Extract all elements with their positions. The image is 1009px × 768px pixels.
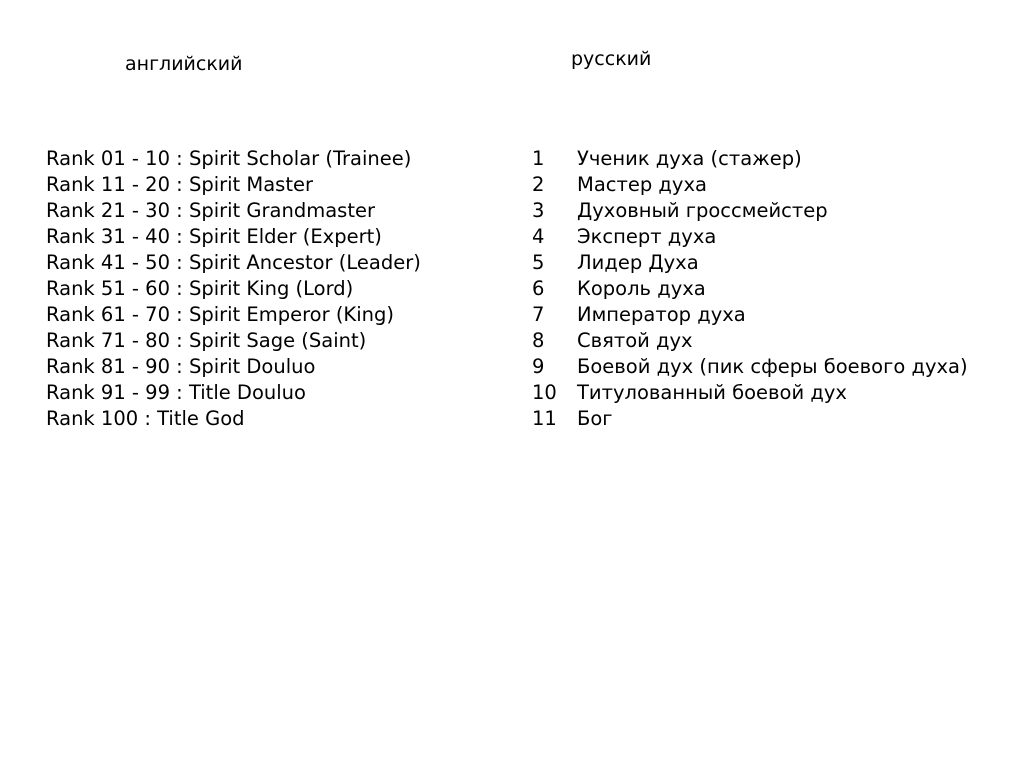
english-rank-item: Rank 81 - 90 : Spirit Douluo xyxy=(46,355,316,378)
rank-title: Боевой дух (пик сферы боевого духа) xyxy=(577,355,968,378)
russian-rank-item xyxy=(532,146,968,172)
rank-number: 1 xyxy=(532,147,545,170)
english-rank-item: Rank 11 - 20 : Spirit Master xyxy=(46,173,313,196)
russian-rank-item xyxy=(532,328,968,354)
rank-number: 3 xyxy=(532,199,545,222)
russian-rank-item xyxy=(532,302,968,328)
russian-rank-item xyxy=(532,172,968,198)
russian-rank-item xyxy=(532,406,968,432)
rank-number: 10 xyxy=(532,381,557,404)
english-rank-item: Rank 31 - 40 : Spirit Elder (Expert) xyxy=(46,225,382,248)
rank-number: 6 xyxy=(532,277,545,300)
rank-title: Духовный гроссмейстер xyxy=(577,199,828,222)
rank-number: 4 xyxy=(532,225,545,248)
rank-title: Бог xyxy=(577,407,613,430)
rank-title: Лидер Духа xyxy=(577,251,699,274)
english-rank-item: Rank 61 - 70 : Spirit Emperor (King) xyxy=(46,303,394,326)
russian-column-heading: русский xyxy=(571,48,652,70)
english-column-heading: английский xyxy=(125,53,243,75)
rank-number: 5 xyxy=(532,251,545,274)
rank-number: 11 xyxy=(532,407,557,430)
rank-title: Император духа xyxy=(577,303,746,326)
english-rank-list xyxy=(46,146,421,432)
rank-title: Титулованный боевой дух xyxy=(577,381,847,404)
rank-title: Святой дух xyxy=(577,329,693,352)
russian-rank-item xyxy=(532,354,968,380)
russian-rank-list xyxy=(532,146,968,432)
rank-title: Эксперт духа xyxy=(577,225,717,248)
russian-rank-item xyxy=(532,250,968,276)
russian-rank-item xyxy=(532,198,968,224)
russian-rank-item xyxy=(532,276,968,302)
russian-rank-item xyxy=(532,380,968,406)
russian-rank-item xyxy=(532,224,968,250)
rank-number: 9 xyxy=(532,355,545,378)
english-rank-item: Rank 71 - 80 : Spirit Sage (Saint) xyxy=(46,329,367,352)
english-rank-item: Rank 41 - 50 : Spirit Ancestor (Leader) xyxy=(46,251,421,274)
rank-number: 8 xyxy=(532,329,545,352)
rank-title: Мастер духа xyxy=(577,173,707,196)
english-rank-item: Rank 21 - 30 : Spirit Grandmaster xyxy=(46,199,375,222)
rank-title: Ученик духа (стажер) xyxy=(577,147,802,170)
rank-title: Король духа xyxy=(577,277,706,300)
english-rank-item: Rank 100 : Title God xyxy=(46,407,245,430)
english-rank-item: Rank 01 - 10 : Spirit Scholar (Trainee) xyxy=(46,147,412,170)
english-rank-item: Rank 51 - 60 : Spirit King (Lord) xyxy=(46,277,354,300)
rank-number: 2 xyxy=(532,173,545,196)
english-rank-item: Rank 91 - 99 : Title Douluo xyxy=(46,381,306,404)
rank-number: 7 xyxy=(532,303,545,326)
